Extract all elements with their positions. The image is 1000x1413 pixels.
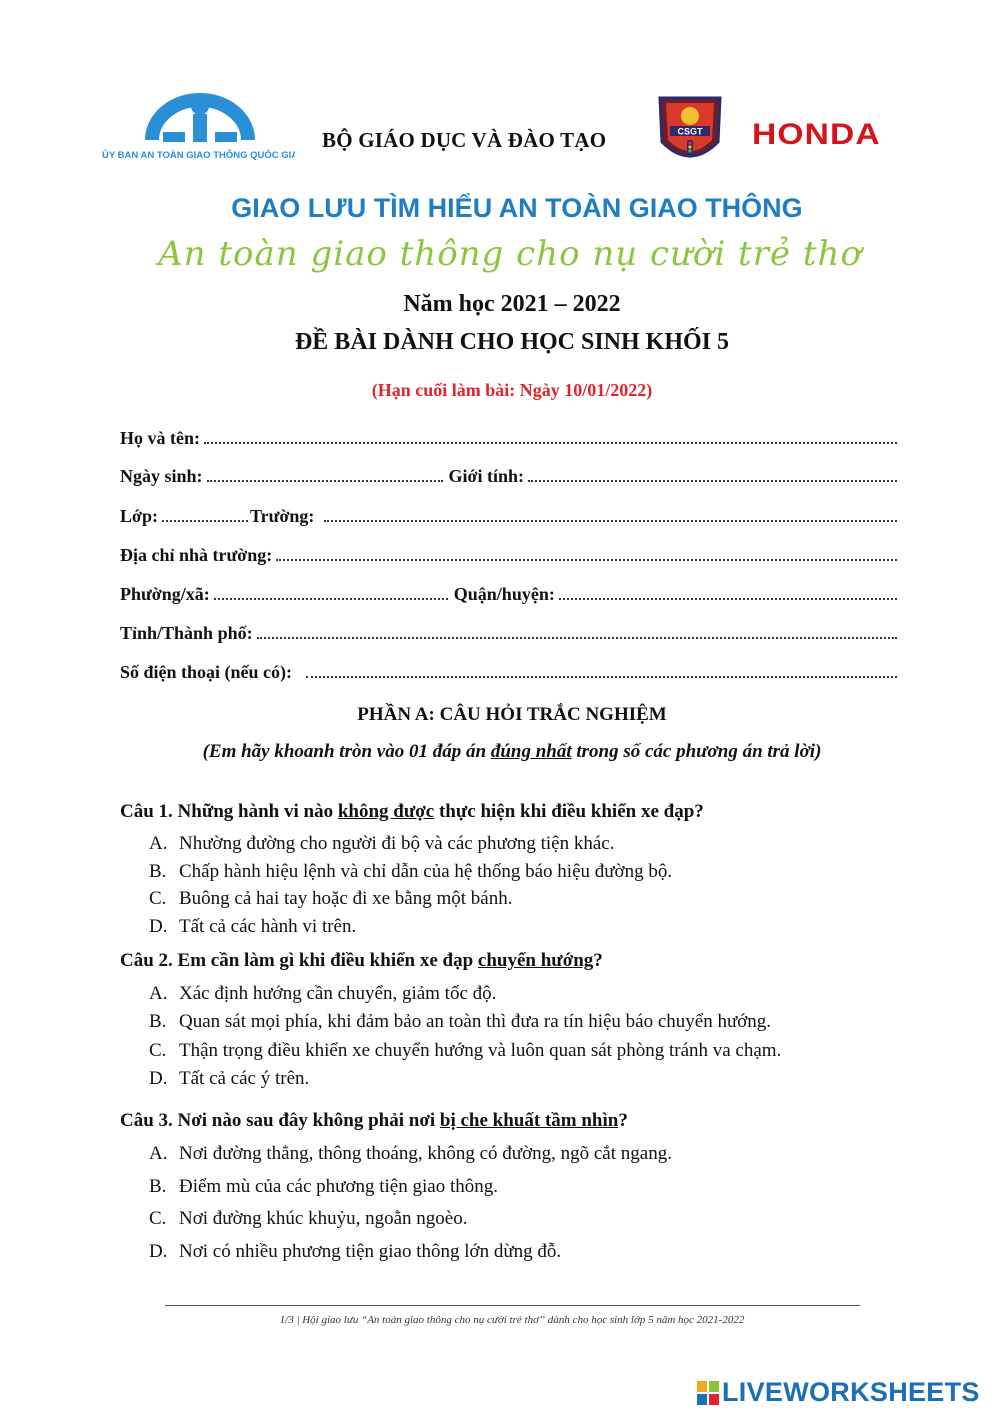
name-field[interactable] xyxy=(120,423,897,449)
q3-option-b[interactable] xyxy=(149,1176,498,1198)
dob-gender-row xyxy=(120,461,897,487)
csgt-badge-icon xyxy=(656,92,724,170)
question-3 xyxy=(120,1110,628,1132)
option-text: Thận trọng điều khiển xe chuyển hướng và luôn quan sát phòng tránh va chạm. xyxy=(179,1040,782,1061)
province-label: Tỉnh/Thành phố: xyxy=(120,623,253,643)
ward-blank[interactable] xyxy=(214,597,448,600)
option-letter: A. xyxy=(149,1143,168,1164)
question-3-text: Câu 3. Nơi nào sau đây không phải nơi xyxy=(120,1110,440,1131)
name-label: Họ và tên: xyxy=(120,428,200,448)
option-letter: C. xyxy=(149,1040,167,1061)
school-year: Năm học 2021 – 2022 xyxy=(403,291,621,317)
option-text: Điểm mù của các phương tiện giao thông. xyxy=(179,1176,498,1197)
q1-option-c[interactable] xyxy=(149,888,512,910)
option-letter: D. xyxy=(149,916,168,937)
liveworksheets-watermark: LIVEWORKSHEETS xyxy=(722,1377,980,1407)
option-text: Buông cả hai tay hoặc đi xe bằng một bánh. xyxy=(179,888,513,909)
option-text: Nơi đường thẳng, thông thoáng, không có đường, ngõ cắt ngang. xyxy=(179,1143,672,1164)
q2-option-a[interactable] xyxy=(149,983,496,1005)
question-3-end: ? xyxy=(618,1110,628,1131)
question-1 xyxy=(120,801,704,823)
school-address-field[interactable] xyxy=(120,540,897,566)
page-footer: 1/3 | Hội giao lưu “An toàn giao thông cho nụ cười trẻ thơ” dành cho học sinh lớp 5 năm học 2021-2022 xyxy=(279,1314,745,1326)
province-field[interactable] xyxy=(120,618,897,644)
option-letter: A. xyxy=(149,833,168,854)
phone-label: Số điện thoại (nếu có): xyxy=(120,662,293,682)
gender-label: Giới tính: xyxy=(448,466,525,486)
class-school-row xyxy=(120,501,897,527)
name-blank[interactable] xyxy=(204,441,897,444)
contest-slogan: An toàn giao thông cho nụ cười trẻ thơ xyxy=(158,234,862,274)
option-text: Nơi đường khúc khuỷu, ngoằn ngoèo. xyxy=(179,1208,468,1229)
instruction xyxy=(0,741,1000,763)
ward-district-row xyxy=(120,579,897,605)
class-label: Lớp: xyxy=(120,506,158,526)
school-address-label: Địa chỉ nhà trường: xyxy=(120,545,273,565)
q2-option-d[interactable] xyxy=(149,1068,309,1090)
option-letter: C. xyxy=(149,888,167,909)
q3-option-c[interactable] xyxy=(149,1208,467,1230)
question-2-text: Câu 2. Em cần làm gì khi điều khiển xe đạp xyxy=(120,950,478,971)
option-letter: D. xyxy=(149,1068,168,1089)
school-address-blank[interactable] xyxy=(276,558,897,561)
dob-label: Ngày sinh: xyxy=(120,466,203,486)
question-3-emphasis: bị che khuất tầm nhìn xyxy=(439,1110,619,1131)
instruction-start: (Em hãy khoanh tròn vào 01 đáp án xyxy=(202,741,491,762)
district-blank[interactable] xyxy=(559,597,897,600)
option-letter: B. xyxy=(149,861,167,882)
question-2-emphasis: chuyển hướng xyxy=(477,950,594,971)
section-title: PHẦN A: CÂU HỎI TRẮC NGHIỆM xyxy=(357,704,667,725)
question-1-text: Câu 1. Những hành vi nào xyxy=(120,801,338,822)
footer-divider xyxy=(165,1305,860,1306)
option-text: Chấp hành hiệu lệnh và chỉ dẫn của hệ thống báo hiệu đường bộ. xyxy=(179,861,673,882)
class-blank[interactable] xyxy=(162,519,248,522)
question-1-emphasis: không được xyxy=(337,801,435,822)
national-traffic-safety-committee-logo xyxy=(100,92,295,162)
phone-field[interactable] xyxy=(120,657,897,683)
option-text: Quan sát mọi phía, khi đảm bảo an toàn thì đưa ra tín hiệu báo chuyển hướng. xyxy=(179,1011,772,1032)
ministry-name: BỘ GIÁO DỤC VÀ ĐÀO TẠO xyxy=(322,128,607,152)
option-text: Tất cả các ý trên. xyxy=(179,1068,310,1089)
committee-name: ỦY BAN AN TOÀN GIAO THÔNG QUỐC GIA xyxy=(102,150,295,161)
question-1-end: thực hiện khi điều khiển xe đạp? xyxy=(434,801,704,822)
ward-label: Phường/xã: xyxy=(120,584,210,604)
exam-title: ĐỀ BÀI DÀNH CHO HỌC SINH KHỐI 5 xyxy=(294,329,730,355)
school-label: Trường: xyxy=(249,506,315,526)
q1-option-d[interactable] xyxy=(149,916,356,938)
csgt-badge-text: CSGT xyxy=(677,126,703,137)
instruction-emphasis: đúng nhất xyxy=(490,741,572,762)
option-letter: A. xyxy=(149,983,168,1004)
district-label: Quận/huyện: xyxy=(453,584,555,604)
option-text: Xác định hướng cần chuyển, giảm tốc độ. xyxy=(179,983,497,1004)
option-text: Nơi có nhiều phương tiện giao thông lớn dừng đỗ. xyxy=(179,1241,562,1262)
q2-option-c[interactable] xyxy=(149,1040,781,1062)
option-letter: B. xyxy=(149,1176,167,1197)
instruction-end: trong số các phương án trả lời) xyxy=(571,741,822,762)
province-blank[interactable] xyxy=(257,636,897,639)
option-letter: D. xyxy=(149,1241,168,1262)
question-2 xyxy=(120,950,603,972)
deadline-note: (Hạn cuối làm bài: Ngày 10/01/2022) xyxy=(371,380,653,400)
q3-option-a[interactable] xyxy=(149,1143,672,1165)
liveworksheets-icon xyxy=(697,1381,719,1405)
question-2-end: ? xyxy=(593,950,603,971)
phone-blank[interactable] xyxy=(306,675,897,678)
option-text: Tất cả các hành vi trên. xyxy=(179,916,357,937)
contest-title: GIAO LƯU TÌM HIỂU AN TOÀN GIAO THÔNG xyxy=(231,193,803,223)
option-letter: C. xyxy=(149,1208,167,1229)
gender-blank[interactable] xyxy=(528,479,897,482)
option-letter: B. xyxy=(149,1011,167,1032)
dob-blank[interactable] xyxy=(207,479,443,482)
school-blank[interactable] xyxy=(324,519,897,522)
q1-option-a[interactable] xyxy=(149,833,614,855)
honda-logo: HONDA xyxy=(752,118,881,151)
option-text: Nhường đường cho người đi bộ và các phương tiện khác. xyxy=(179,833,615,854)
q1-option-b[interactable] xyxy=(149,861,672,883)
q2-option-b[interactable] xyxy=(149,1011,771,1033)
q3-option-d[interactable] xyxy=(149,1241,561,1263)
